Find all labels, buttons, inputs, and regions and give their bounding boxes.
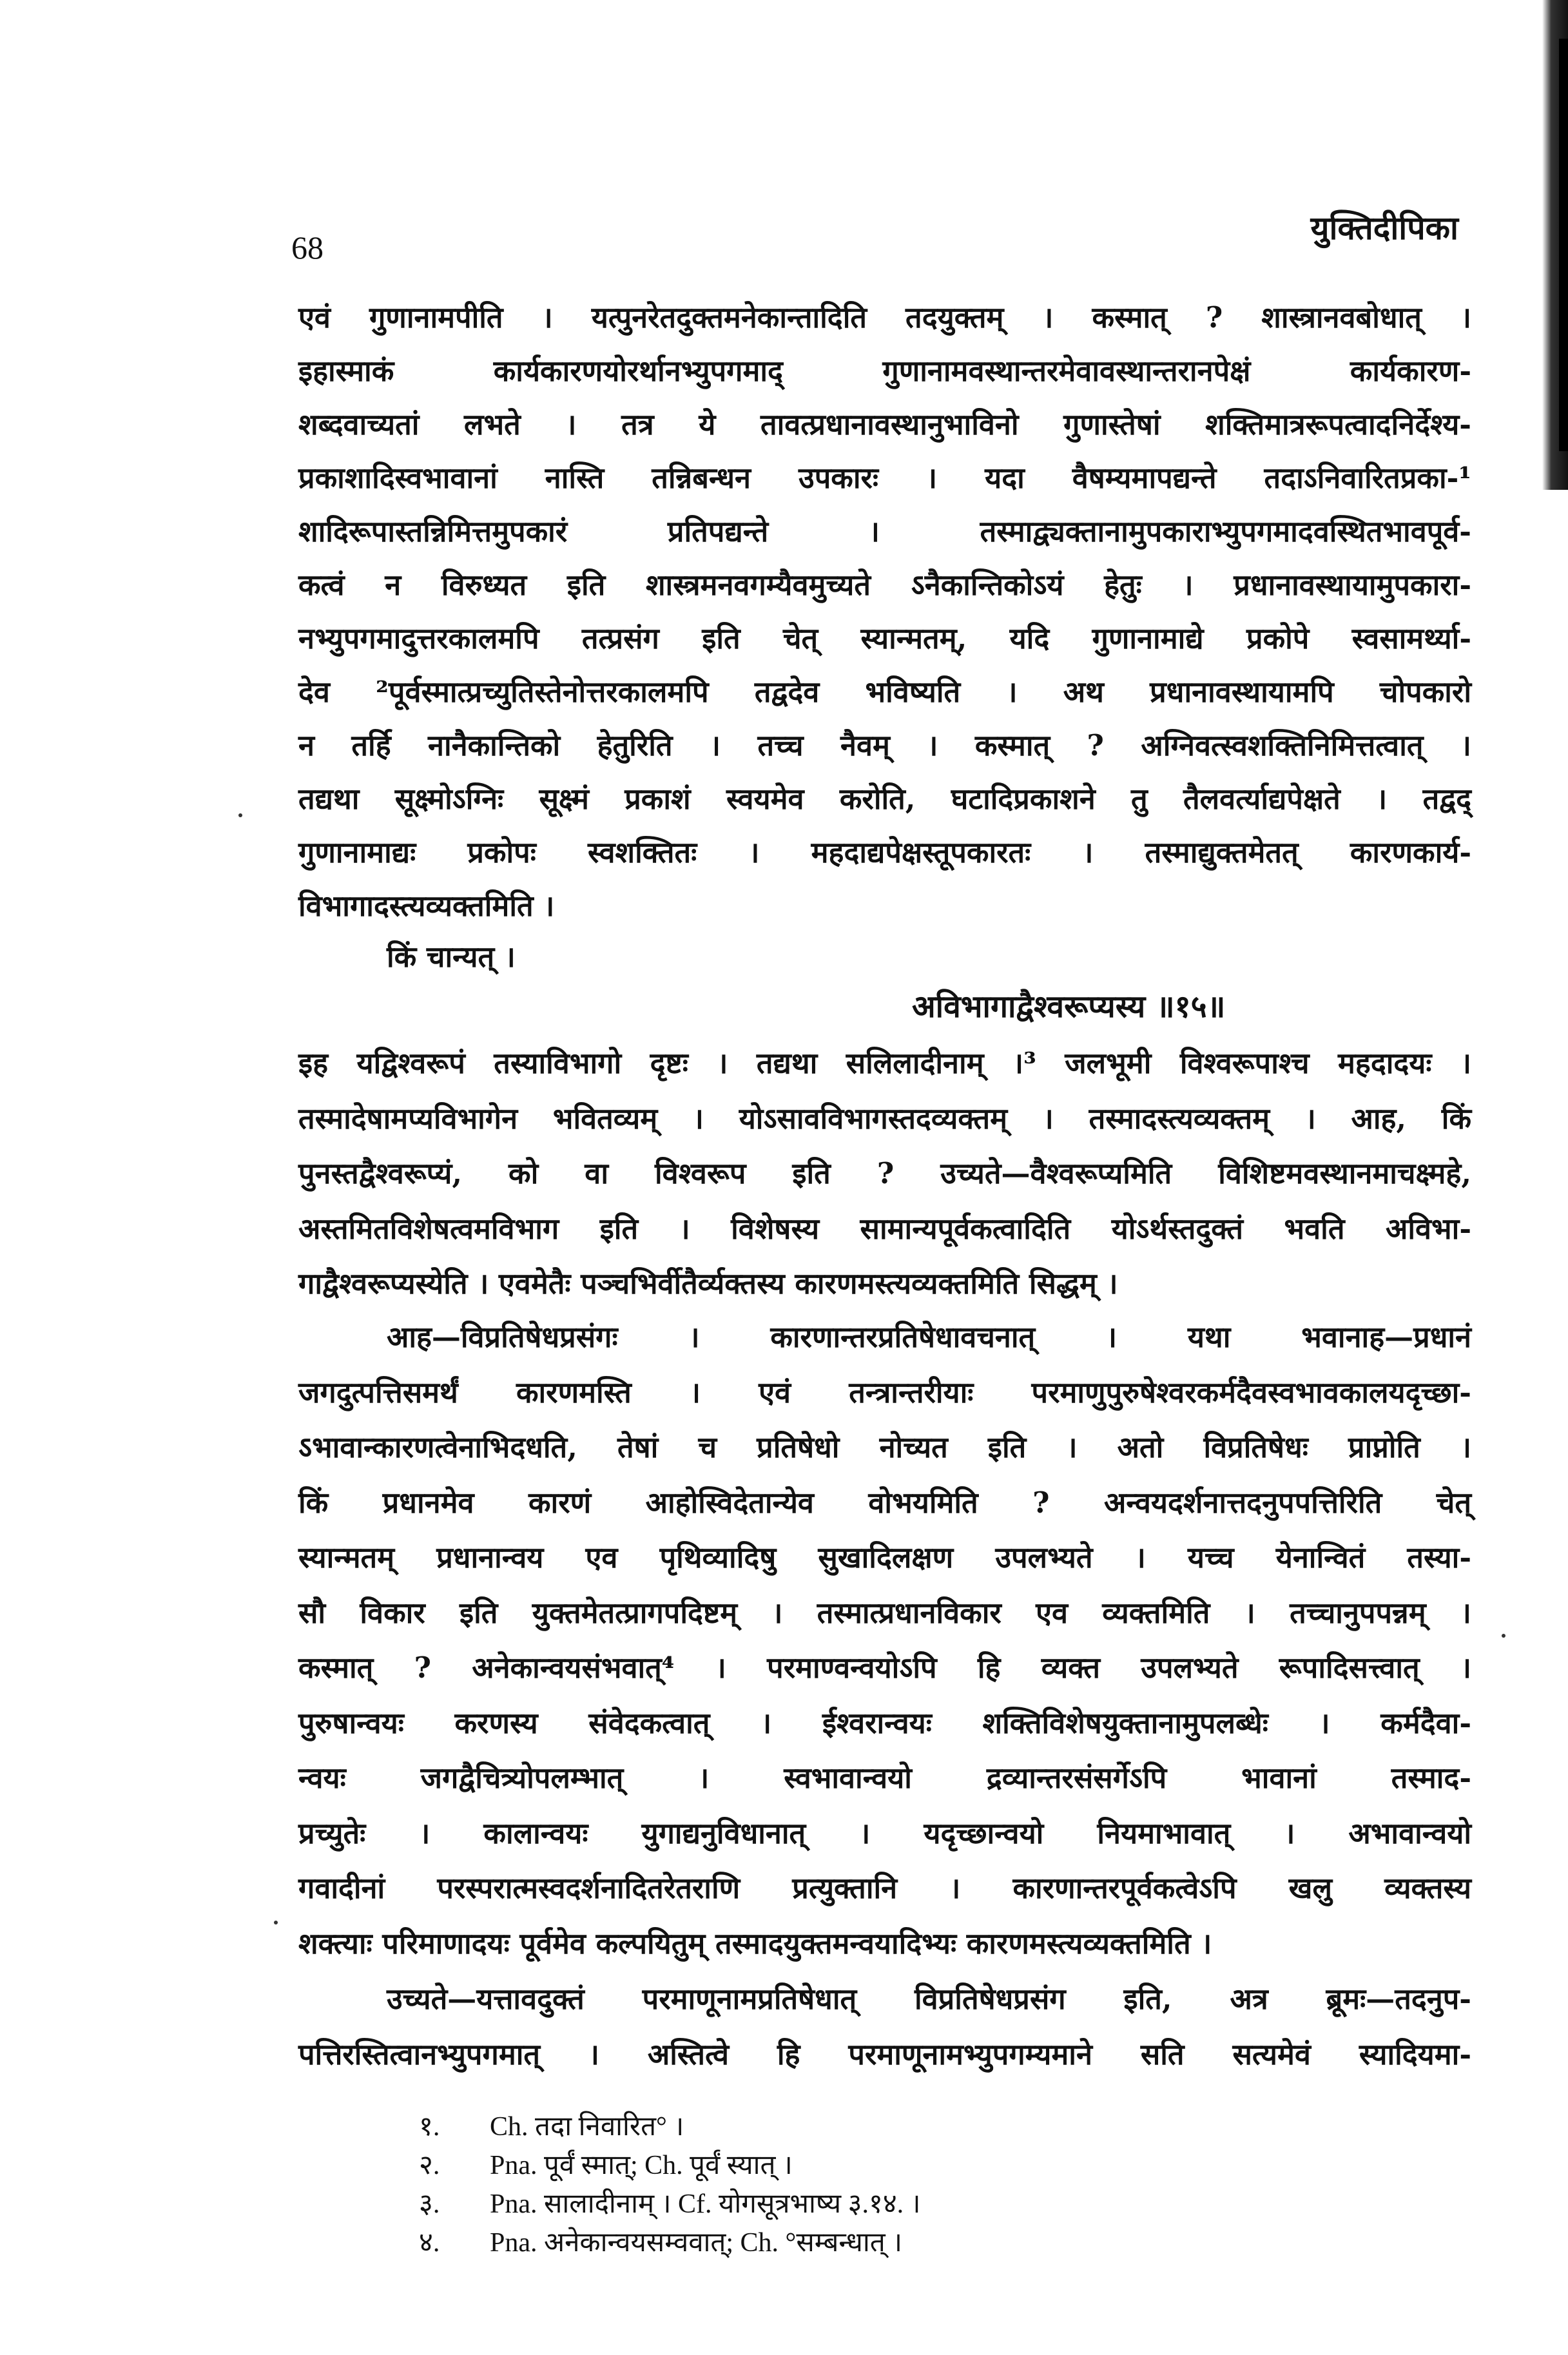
footnote-text: Ch. तदा निवारित° । (490, 2112, 684, 2142)
footnote-number: ४. (419, 2228, 440, 2258)
text-line: गवादीनां परस्परात्मस्वदर्शनादितरेतराणि प्रत्युक्तानि । कारणान्तरपूर्वकत्वेऽपि खलु व्यक्तस्य (298, 1871, 1471, 1905)
text-line: विभागादस्त्यव्यक्तमिति । (298, 889, 555, 923)
text-line: पुरुषान्वयः करणस्य संवेदकत्वात् । ईश्वरान्वयः शक्तिविशेषयुक्तानामुपलब्धेः । कर्मदैवा- (298, 1705, 1471, 1740)
page-number: 68 (291, 229, 324, 266)
scan-speck (1502, 1634, 1505, 1638)
text-line: स्यान्मतम् प्रधानान्वय एव पृथिव्यादिषु सुखादिलक्षण उपलभ्यते । यच्च येनान्वितं तस्या- (298, 1540, 1471, 1575)
text-line: जगदुत्पत्तिसमर्थं कारणमस्ति । एवं तन्त्रान्तरीयाः परमाणुपुरुषेश्वरकर्मदैवस्वभावकालयदृच्छा- (298, 1375, 1471, 1410)
text-line: नभ्युपगमादुत्तरकालमपि तत्प्रसंग इति चेत् स्यान्मतम्, यदि गुणानामाद्ये प्रकोपे स्वसामर्थ्या- (298, 621, 1471, 655)
footnote-number: ३. (419, 2189, 440, 2219)
footnote (419, 2186, 921, 2222)
footnote-text: Pna. अनेकान्वयसम्ववात्; Ch. °सम्बन्धात् । (490, 2228, 903, 2258)
footnote-number: २. (419, 2151, 440, 2180)
text-line: एवं गुणानामपीति । यत्पुनरेतदुक्तमनेकान्तादिति तदयुक्तम् । कस्मात् ? शास्त्रानवबोधात् । (298, 300, 1471, 334)
text-line: उच्यते—यत्तावदुक्तं परमाणूनामप्रतिषेधात् विप्रतिषेधप्रसंग इति, अत्र ब्रूमः—तदनुप- (387, 1982, 1471, 2016)
footnote-text: Pna. पूर्वं स्मात्; Ch. पूर्वं स्यात् । (490, 2151, 793, 2180)
text-line: कत्वं न विरुध्यत इति शास्त्रमनवगम्यैवमुच्यते ऽनैकान्तिकोऽयं हेतुः । प्रधानावस्थायामुपकारा- (298, 568, 1471, 602)
text-line: शब्दवाच्यतां लभते । तत्र ये तावत्प्रधानावस्थानुभाविनो गुणास्तेषां शक्तिमात्ररूपत्वादनिर्देश्य- (298, 407, 1471, 441)
footnote-text: Pna. सालादीनाम् । Cf. योगसूत्रभाष्य ३.१४. । (490, 2189, 921, 2219)
footnote (419, 2109, 684, 2145)
text-line: आह—विप्रतिषेधप्रसंगः । कारणान्तरप्रतिषेधावचनात् । यथा भवानाह—प्रधानं (387, 1320, 1471, 1354)
footnote (419, 2225, 902, 2261)
text-line: तद्यथा सूक्ष्मोऽग्निः सूक्ष्मं प्रकाशं स्वयमेव करोति, घटादिप्रकाशने तु तैलवर्त्याद्यपेक्षते । तद्वद् (298, 782, 1471, 816)
footnote-number: १. (419, 2112, 440, 2142)
text-line: प्रकाशादिस्वभावानां नास्ति तन्निबन्धन उपकारः । यदा वैषम्यमापद्यन्ते तदाऽनिवारितप्रका-¹ (298, 461, 1471, 495)
text-line: तस्मादेषामप्यविभागेन भवितव्यम् । योऽसावविभागस्तदव्यक्तम् । तस्मादस्त्यव्यक्तम् । आह, किं (298, 1101, 1471, 1136)
text-line: शक्त्याः परिमाणादयः पूर्वमेव कल्पयितुम् तस्मादयुक्तमन्वयादिभ्यः कारणमस्त्यव्यक्तमिति । (298, 1926, 1212, 1961)
running-title: युक्तिदीपिका (1310, 209, 1458, 247)
scan-speck (274, 1921, 278, 1924)
text-line: न्वयः जगद्वैचित्र्योपलम्भात् । स्वभावान्वयो द्रव्यान्तरसंसर्गेऽपि भावानां तस्माद- (298, 1761, 1471, 1795)
text-line: किं प्रधानमेव कारणं आहोस्विदेतान्येव वोभयमिति ? अन्वयदर्शनात्तदनुपपत्तिरिति चेत् (298, 1485, 1471, 1520)
text-line: अस्तमितविशेषत्वमविभाग इति । विशेषस्य सामान्यपूर्वकत्वादिति योऽर्थस्तदुक्तं भवति अविभा- (298, 1211, 1471, 1246)
footnote (419, 2147, 793, 2184)
scan-speck (238, 813, 242, 817)
text-line: सौ विकार इति युक्तमेतत्प्रागपदिष्टम् । तस्मात्प्रधानविकार एव व्यक्तमिति । तच्चानुपपन्नम् । (298, 1595, 1471, 1630)
text-line: ऽभावान्कारणत्वेनाभिदधति, तेषां च प्रतिषेधो नोच्यत इति । अतो विप्रतिषेधः प्राप्नोति । (298, 1430, 1471, 1464)
text-line: इहास्माकं कार्यकारणयोरर्थानभ्युपगमाद् गुणानामवस्थान्तरमेवावस्थान्तरानपेक्षं कार्यकारण- (298, 354, 1471, 388)
text-line: पत्तिरस्तित्वानभ्युपगमात् । अस्तित्वे हि परमाणूनामभ्युपगम्यमाने सति सत्यमेवं स्यादियमा- (298, 2037, 1471, 2071)
text-line: शादिरूपास्तन्निमित्तमुपकारं प्रतिपद्यन्ते । तस्माद्व्यक्तानामुपकाराभ्युपगमादवस्थितभावपूर्व- (298, 514, 1471, 548)
scan-edge-bar (1559, 39, 1568, 451)
karika-verse: अविभागाद्वैश्वरूप्यस्य ॥१५॥ (912, 989, 1226, 1025)
kim-canyat: किं चान्यत् । (387, 940, 516, 974)
text-line: देव ²पूर्वस्मात्प्रच्युतिस्तेनोत्तरकालमपि तद्वदेव भविष्यति । अथ प्रधानावस्थायामपि चोपकारो (298, 675, 1471, 709)
text-line: इह यद्विश्वरूपं तस्याविभागो दृष्टः । तद्यथा सलिलादीनाम् ।³ जलभूमी विश्वरूपाश्च महदादयः । (298, 1046, 1471, 1080)
text-line: प्रच्युतेः । कालान्वयः युगाद्यनुविधानात् । यदृच्छान्वयो नियमाभावात् । अभावान्वयो (298, 1816, 1471, 1850)
text-line: गाद्वैश्वरूप्यस्येति । एवमेतैः पञ्चभिर्वीतैर्व्यक्तस्य कारणमस्त्यव्यक्तमिति सिद्धम् । (298, 1266, 1118, 1301)
text-line: पुनस्तद्वैश्वरूप्यं, को वा विश्वरूप इति ? उच्यते—वैश्वरूप्यमिति विशिष्टमवस्थानमाचक्ष्महे, (298, 1156, 1471, 1190)
text-line: न तर्हि नानैकान्तिको हेतुरिति । तच्च नैवम् । कस्मात् ? अग्निवत्स्वशक्तिनिमित्तत्वात् । (298, 728, 1471, 762)
text-line: कस्मात् ? अनेकान्वयसंभवात्⁴ । परमाण्वन्वयोऽपि हि व्यक्त उपलभ्यते रूपादिसत्त्वात् । (298, 1651, 1471, 1685)
text-line: गुणानामाद्यः प्रकोपः स्वशक्तितः । महदाद्यपेक्षस्तूपकारतः । तस्माद्युक्तमेतत् कारणकार्य- (298, 835, 1471, 869)
